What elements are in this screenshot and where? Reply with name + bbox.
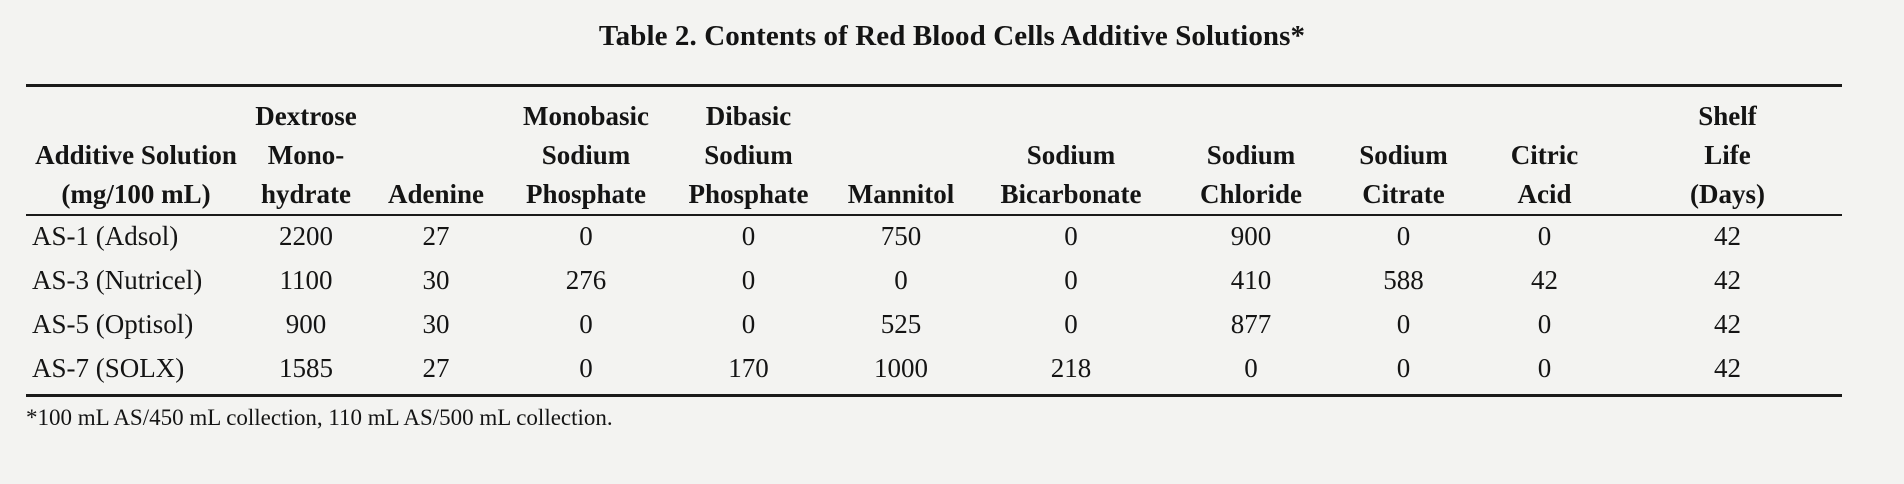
header-line: Sodium <box>1026 140 1116 170</box>
cell-monobasic-sodium-phosphate: 0 <box>579 353 593 383</box>
row-label: AS-3 (Nutricel) <box>32 265 203 295</box>
column-header-dextrose <box>246 86 366 214</box>
cell-dextrose: 900 <box>285 309 327 339</box>
cell-dextrose: 2200 <box>279 221 333 251</box>
cell-dextrose: 1100 <box>279 265 333 295</box>
table-row <box>26 346 1842 390</box>
column-header-sodium-chloride <box>1171 86 1331 214</box>
header-line: Adenine <box>387 179 485 209</box>
column-header-monobasic-sodium-phosphate <box>506 86 666 214</box>
column-header-dibasic-sodium-phosphate <box>666 86 831 214</box>
table-footnote: *100 mL AS/450 mL collection, 110 mL AS/500 mL collection. <box>26 405 613 430</box>
header-line: hydrate <box>261 179 351 209</box>
column-header-sodium-bicarbonate <box>971 86 1171 214</box>
header-line: Shelf <box>1698 101 1757 131</box>
cell-dextrose: 1585 <box>279 353 333 383</box>
cell-mannitol: 0 <box>894 265 908 295</box>
header-line: Life <box>1704 140 1751 170</box>
table-bottom-rule <box>26 394 1842 397</box>
table-row <box>26 214 1842 258</box>
cell-sodium-chloride: 0 <box>1244 353 1258 383</box>
cell-sodium-citrate: 588 <box>1383 265 1424 295</box>
header-line: Chloride <box>1199 179 1302 209</box>
row-label: AS-1 (Adsol) <box>32 221 179 251</box>
header-line: Mannitol <box>847 179 955 209</box>
cell-sodium-bicarbonate: 218 <box>1050 353 1092 383</box>
column-header-mannitol <box>831 86 971 214</box>
header-line: Dextrose <box>255 101 357 131</box>
cell-shelf-life: 42 <box>1714 265 1741 295</box>
header-line: Mono- <box>267 140 345 170</box>
cell-adenine: 30 <box>422 265 450 295</box>
column-header-additive-solution <box>26 86 246 214</box>
header-line: (Days) <box>1690 179 1765 209</box>
header-line: Sodium <box>541 140 631 170</box>
cell-shelf-life: 42 <box>1714 353 1741 383</box>
table-row <box>26 302 1842 346</box>
cell-sodium-chloride: 900 <box>1230 221 1272 251</box>
table-row <box>26 258 1842 302</box>
cell-mannitol: 750 <box>880 221 922 251</box>
cell-shelf-life: 42 <box>1714 309 1741 339</box>
cell-adenine: 30 <box>422 309 450 339</box>
header-line: Acid <box>1517 179 1572 209</box>
header-line: (mg/100 mL) <box>61 179 211 209</box>
cell-citric-acid: 42 <box>1531 265 1558 295</box>
cell-sodium-chloride: 877 <box>1230 309 1272 339</box>
row-label: AS-5 (Optisol) <box>32 309 194 339</box>
cell-sodium-citrate: 0 <box>1396 353 1411 383</box>
table-title: Table 2. Contents of Red Blood Cells Additive Solutions* <box>598 20 1306 52</box>
cell-adenine: 27 <box>422 353 450 383</box>
cell-sodium-bicarbonate: 0 <box>1064 309 1078 339</box>
cell-citric-acid: 0 <box>1537 221 1552 251</box>
header-line: Sodium <box>1206 140 1296 170</box>
cell-dibasic-sodium-phosphate: 0 <box>741 221 756 251</box>
header-line: Phosphate <box>525 179 647 209</box>
cell-monobasic-sodium-phosphate: 0 <box>579 221 593 251</box>
cell-sodium-citrate: 0 <box>1396 221 1411 251</box>
header-line: Citric <box>1510 140 1579 170</box>
header-line: Citrate <box>1362 179 1445 209</box>
cell-sodium-chloride: 410 <box>1230 265 1272 295</box>
cell-mannitol: 1000 <box>874 353 928 383</box>
cell-sodium-bicarbonate: 0 <box>1064 221 1078 251</box>
column-header-citric-acid <box>1476 86 1613 214</box>
header-line: Monobasic <box>522 101 649 131</box>
cell-dibasic-sodium-phosphate: 170 <box>728 353 769 383</box>
cell-citric-acid: 0 <box>1537 353 1552 383</box>
header-line: Sodium <box>704 140 793 170</box>
cell-mannitol: 525 <box>880 309 922 339</box>
header-line: Additive Solution <box>35 140 237 170</box>
header-line: Phosphate <box>688 179 809 209</box>
row-label: AS-7 (SOLX) <box>32 353 185 383</box>
header-row <box>26 86 1842 214</box>
cell-adenine: 27 <box>422 221 450 251</box>
cell-monobasic-sodium-phosphate: 0 <box>579 309 593 339</box>
cell-sodium-bicarbonate: 0 <box>1064 265 1078 295</box>
column-header-adenine <box>366 86 506 214</box>
column-header-shelf-life <box>1613 86 1842 214</box>
cell-shelf-life: 42 <box>1714 221 1741 251</box>
column-header-sodium-citrate <box>1331 86 1476 214</box>
cell-dibasic-sodium-phosphate: 0 <box>741 265 756 295</box>
cell-monobasic-sodium-phosphate: 276 <box>565 265 607 295</box>
cell-sodium-citrate: 0 <box>1396 309 1411 339</box>
cell-dibasic-sodium-phosphate: 0 <box>741 309 756 339</box>
header-line: Sodium <box>1359 140 1448 170</box>
header-line: Bicarbonate <box>1000 179 1142 209</box>
cell-citric-acid: 0 <box>1537 309 1552 339</box>
header-line: Dibasic <box>705 101 792 131</box>
additive-solutions-table <box>26 86 1842 390</box>
